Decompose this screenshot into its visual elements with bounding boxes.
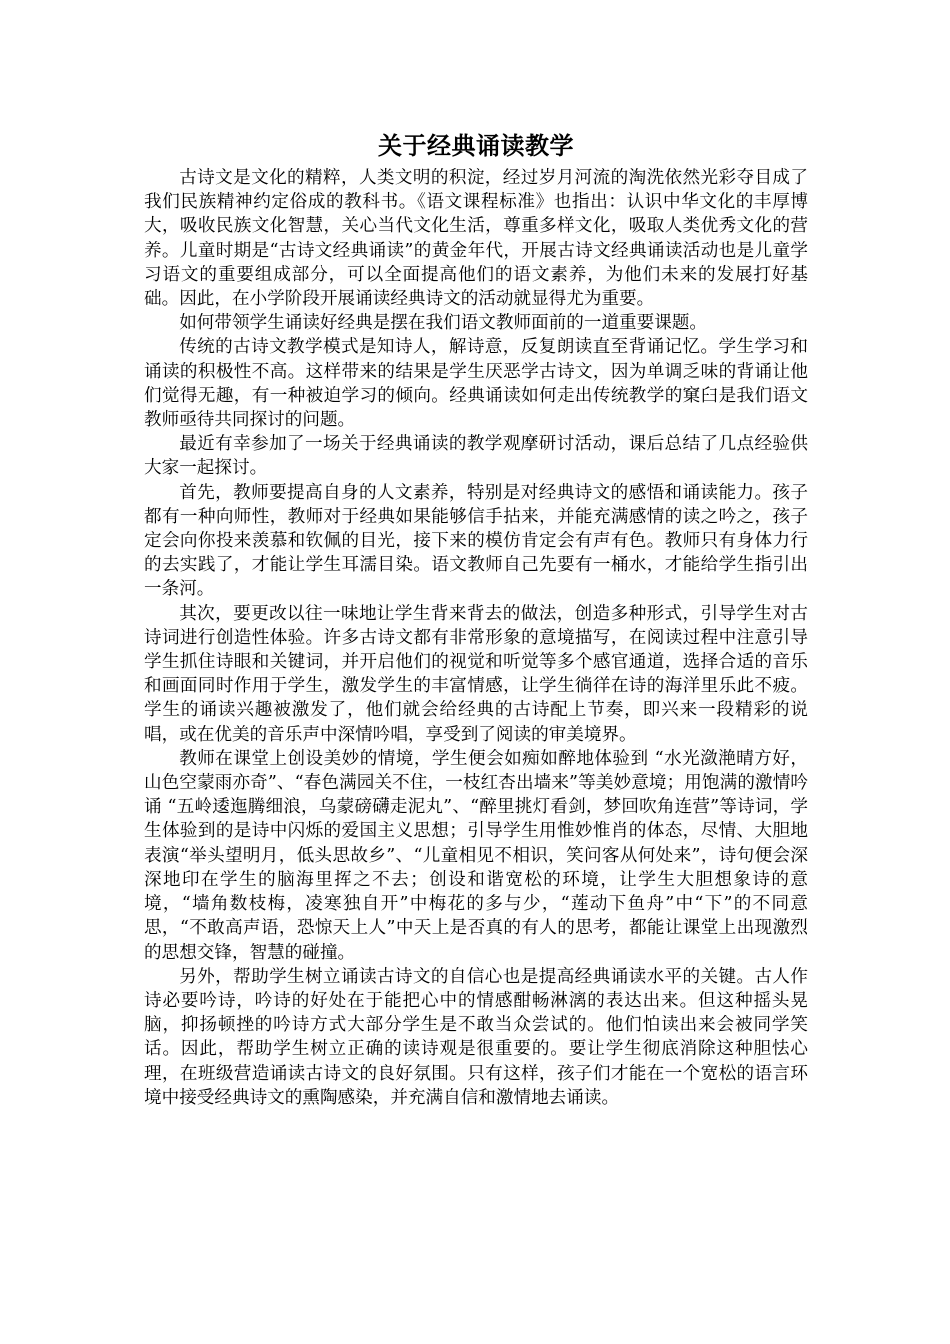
paragraph-traditional-teaching: 传统的古诗文教学模式是知诗人，解诗意，反复朗读直至背诵记忆。学生学习和诵读的积极性不高。这样带来的结果是学生厌恶学古诗文，因为单调乏味的背诵让他们觉得无趣，有一种被迫学习的倾向。经典诵读如何走出传统教学的窠臼是我们语文教师亟待共同探讨的问题。 (144, 337, 808, 431)
document-page (144, 128, 808, 1110)
paragraph-intro: 古诗文是文化的精粹，人类文明的积淀，经过岁月河流的淘洗依然光彩夺目成了我们民族精神约定俗成的教科书。《语文课程标准》也指出：认识中华文化的丰厚博大，吸收民族文化智慧，关心当代文化生活，尊重多样文化，吸取人类优秀文化的营养。儿童时期是“古诗文经典诵读”的黄金年代，开展古诗文经典诵读活动也是儿童学习语文的重要组成部分，可以全面提高他们的语文素养，为他们未来的发展打好基础。因此，在小学阶段开展诵读经典诗文的活动就显得尤为重要。 (144, 168, 808, 310)
paragraph-first-point: 首先，教师要提高自身的人文素养，特别是对经典诗文的感悟和诵读能力。孩子都有一种向师性，教师对于经典如果能够信手拈来，并能充满感情的读之吟之，孩子定会向你投来羡慕和钦佩的目光，接下来的模仿肯定会有声有色。教师只有身体力行的去实践了，才能让学生耳濡目染。语文教师自己先要有一桶水，才能给学生指引出一条河。 (144, 482, 808, 600)
document-title: 关于经典诵读教学 (378, 131, 574, 160)
paragraph-question: 如何带领学生诵读好经典是摆在我们语文教师面前的一道重要课题。 (179, 313, 708, 334)
paragraph-second-point: 其次，要更改以往一味地让学生背来背去的做法，创造多种形式，引导学生对古诗词进行创造性体验。许多古诗文都有非常形象的意境描写，在阅读过程中注意引导学生抓住诗眼和关键词，并开启他们的视觉和听觉等多个感官通道，选择合适的音乐和画面同时作用于学生，激发学生的丰富情感，让学生徜徉在诗的海洋里乐此不疲。学生的诵读兴趣被激发了，他们就会给经典的古诗配上节奏，即兴来一段精彩的说唱，或在优美的音乐声中深情吟唱，享受到了阅读的审美境界。 (144, 603, 808, 745)
paragraph-confidence: 另外，帮助学生树立诵读古诗文的自信心也是提高经典诵读水平的关键。古人作诗必要吟诗，吟诗的好处在于能把心中的情感酣畅淋漓的表达出来。但这种摇头晃脑，抑扬顿挫的吟诗方式大部分学生是不敢当众尝试的。他们怕读出来会被同学笑话。因此，帮助学生树立正确的读诗观是很重要的。要让学生彻底消除这种胆怯心理，在班级营造诵读古诗文的良好氛围。只有这样，孩子们才能在一个宽松的语言环境中接受经典诗文的熏陶感染，并充满自信和激情地去诵读。 (144, 966, 808, 1108)
paragraph-classroom-scenes: 教师在课堂上创设美妙的情境，学生便会如痴如醉地体验到 “水光潋滟晴方好，山色空蒙雨亦奇”、“春色满园关不住，一枝红杏出墙来”等美妙意境；用饱满的激情吟诵 “五岭逶迤腾细浪，乌蒙磅礴走泥丸”、“醉里挑灯看剑，梦回吹角连营”等诗词，学生体验到的是诗中闪烁的爱国主义思想；引导学生用惟妙惟肖的体态，尽情、大胆地表演“举头望明月，低头思故乡”、“儿童相见不相识，笑问客从何处来”，诗句便会深深地印在学生的脑海里挥之不去；创设和谐宽松的环境，让学生大胆想象诗的意境，“墙角数枝梅，凌寒独自开”中梅花的多与少，“莲动下鱼舟”中“下”的不同意思，“不敢高声语，恐惊天上人”中天上是否真的有人的思考，都能让课堂上出现激烈的思想交锋，智慧的碰撞。 (144, 748, 808, 963)
paragraph-workshop: 最近有幸参加了一场关于经典诵读的教学观摩研讨活动，课后总结了几点经验供大家一起探讨。 (144, 434, 808, 479)
